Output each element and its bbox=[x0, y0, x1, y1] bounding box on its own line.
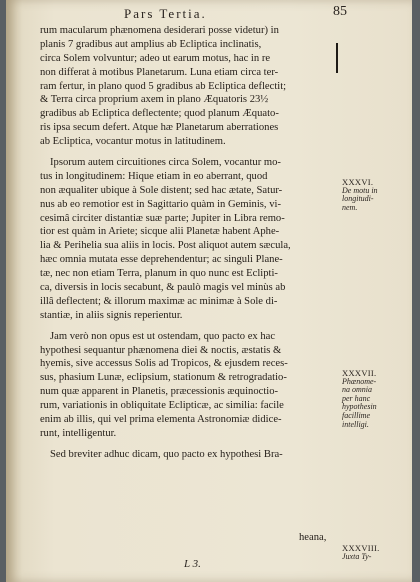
margin-note-line: Phænome- bbox=[342, 376, 377, 386]
signature-mark: L 3. bbox=[184, 558, 201, 570]
text-line: ab Ecliptica, vocantur motus in latitudinem. bbox=[40, 136, 226, 148]
margin-note-line: na omnia bbox=[342, 385, 372, 395]
text-line: Sed breviter adhuc dicam, quo pacto ex hypothesi Bra- bbox=[50, 448, 283, 460]
text-line: non æqualiter ubique à Sole distent; sed hac ætate, Satur- bbox=[40, 184, 283, 196]
margin-note-number: XXXVI. bbox=[342, 177, 374, 187]
text-line: tior est quàm in Ariete; sicque alii Planetæ habent Aphe- bbox=[40, 226, 280, 238]
text-line: hyemis, sive accessus Solis ad Tropicos, & ejusdem reces- bbox=[40, 358, 288, 370]
margin-note-36 bbox=[342, 178, 412, 212]
text-line: Jam verò non opus est ut ostendam, quo pacto ex hac bbox=[50, 330, 276, 342]
running-header-title: Pars Tertia. bbox=[124, 6, 207, 21]
text-line: tæ, nec non etiam Terra, planum in quo nunc est Eclipti- bbox=[40, 268, 278, 280]
text-line: runt, intelligentur. bbox=[40, 427, 117, 439]
text-line: lia & Perihelia sua aliis in locis. Post aliquot autem sæcula, bbox=[40, 240, 291, 252]
text-line: gradibus ab Ecliptica deflectente; quod planum Æquato- bbox=[40, 108, 279, 120]
text-line: hæc omnia mutata esse deprehendentur; ac singuli Plane- bbox=[40, 254, 283, 266]
margin-note-line: De motu in bbox=[342, 185, 378, 195]
text-line: num quæ apparent in Planetis, præcessionis æquinoctio- bbox=[40, 386, 279, 398]
margin-note-38 bbox=[342, 544, 412, 561]
page-number: 85 bbox=[333, 4, 347, 19]
text-line: enim ab illis, qui vel prima elementa Astronomiæ didice- bbox=[40, 414, 282, 426]
margin-note-number: XXXVIII. bbox=[342, 543, 380, 553]
book-page bbox=[6, 0, 412, 582]
text-line: sus, phasium Lunæ, eclipsium, stationum & retrogradatio- bbox=[40, 372, 287, 384]
margin-note-line: per hanc bbox=[342, 393, 371, 403]
margin-note-number: XXXVII. bbox=[342, 368, 377, 378]
text-line: rum, variationis in obliquitate Eclipticæ, ac similia: facile bbox=[40, 400, 284, 412]
text-line: non differat à motibus Planetarum. Luna etiam circa ter- bbox=[40, 66, 279, 78]
paragraph-gap bbox=[40, 441, 340, 448]
text-line: Ipsorum autem circuitiones circa Solem, vocantur mo- bbox=[50, 157, 281, 169]
text-line: rum macularum phænomena desiderari posse videtur) in bbox=[40, 25, 279, 36]
margin-note-line: longitudi- bbox=[342, 194, 374, 204]
text-line: stantiæ, in aliis signis reperientur. bbox=[40, 309, 183, 321]
text-line: tus in longitudinem: Hique etiam in eo aberrant, quod bbox=[40, 170, 268, 182]
text-line: ris ipsa secum defert. Atque hæ Planetarum aberrationes bbox=[40, 122, 279, 134]
text-line: ram fertur, in plano quod 5 gradibus ab Ecliptica deflectit; bbox=[40, 80, 287, 92]
catchword: heana, bbox=[299, 532, 327, 543]
margin-note-line: intelligi. bbox=[342, 419, 369, 429]
text-line: hypothesi sequantur phænomena diei & noctis, æstatis & bbox=[40, 344, 282, 356]
paragraph-gap bbox=[40, 149, 340, 156]
text-line: circa Solem volvuntur; adeo ut earum motus, hac in re bbox=[40, 52, 271, 64]
text-line: nus ab eo remotior est in Sagittario quàm in Geminis, vi- bbox=[40, 198, 281, 210]
text-line: & Terra circa proprium axem in plano Æquatoris 23½ bbox=[40, 94, 269, 106]
text-line: cesimâ circiter distantiæ suæ parte; Jupiter in Libra remo- bbox=[40, 212, 285, 224]
main-text-block bbox=[40, 24, 340, 462]
margin-note-line: facillime bbox=[342, 410, 370, 420]
margin-note-line: hypothesin bbox=[342, 402, 377, 412]
margin-note-37 bbox=[342, 369, 412, 429]
margin-note-line: Juxta Ty- bbox=[342, 551, 372, 561]
margin-note-line: nem. bbox=[342, 202, 358, 212]
text-line: illâ deflectent; & illorum maximæ ac minimæ à Sole di- bbox=[40, 295, 278, 307]
text-line: planis 7 gradibus aut amplius ab Ecliptica inclinatis, bbox=[40, 38, 262, 50]
text-line: ca, diversis in locis secabunt, & paulò magis vel minùs ab bbox=[40, 282, 286, 294]
paragraph-gap bbox=[40, 323, 340, 330]
